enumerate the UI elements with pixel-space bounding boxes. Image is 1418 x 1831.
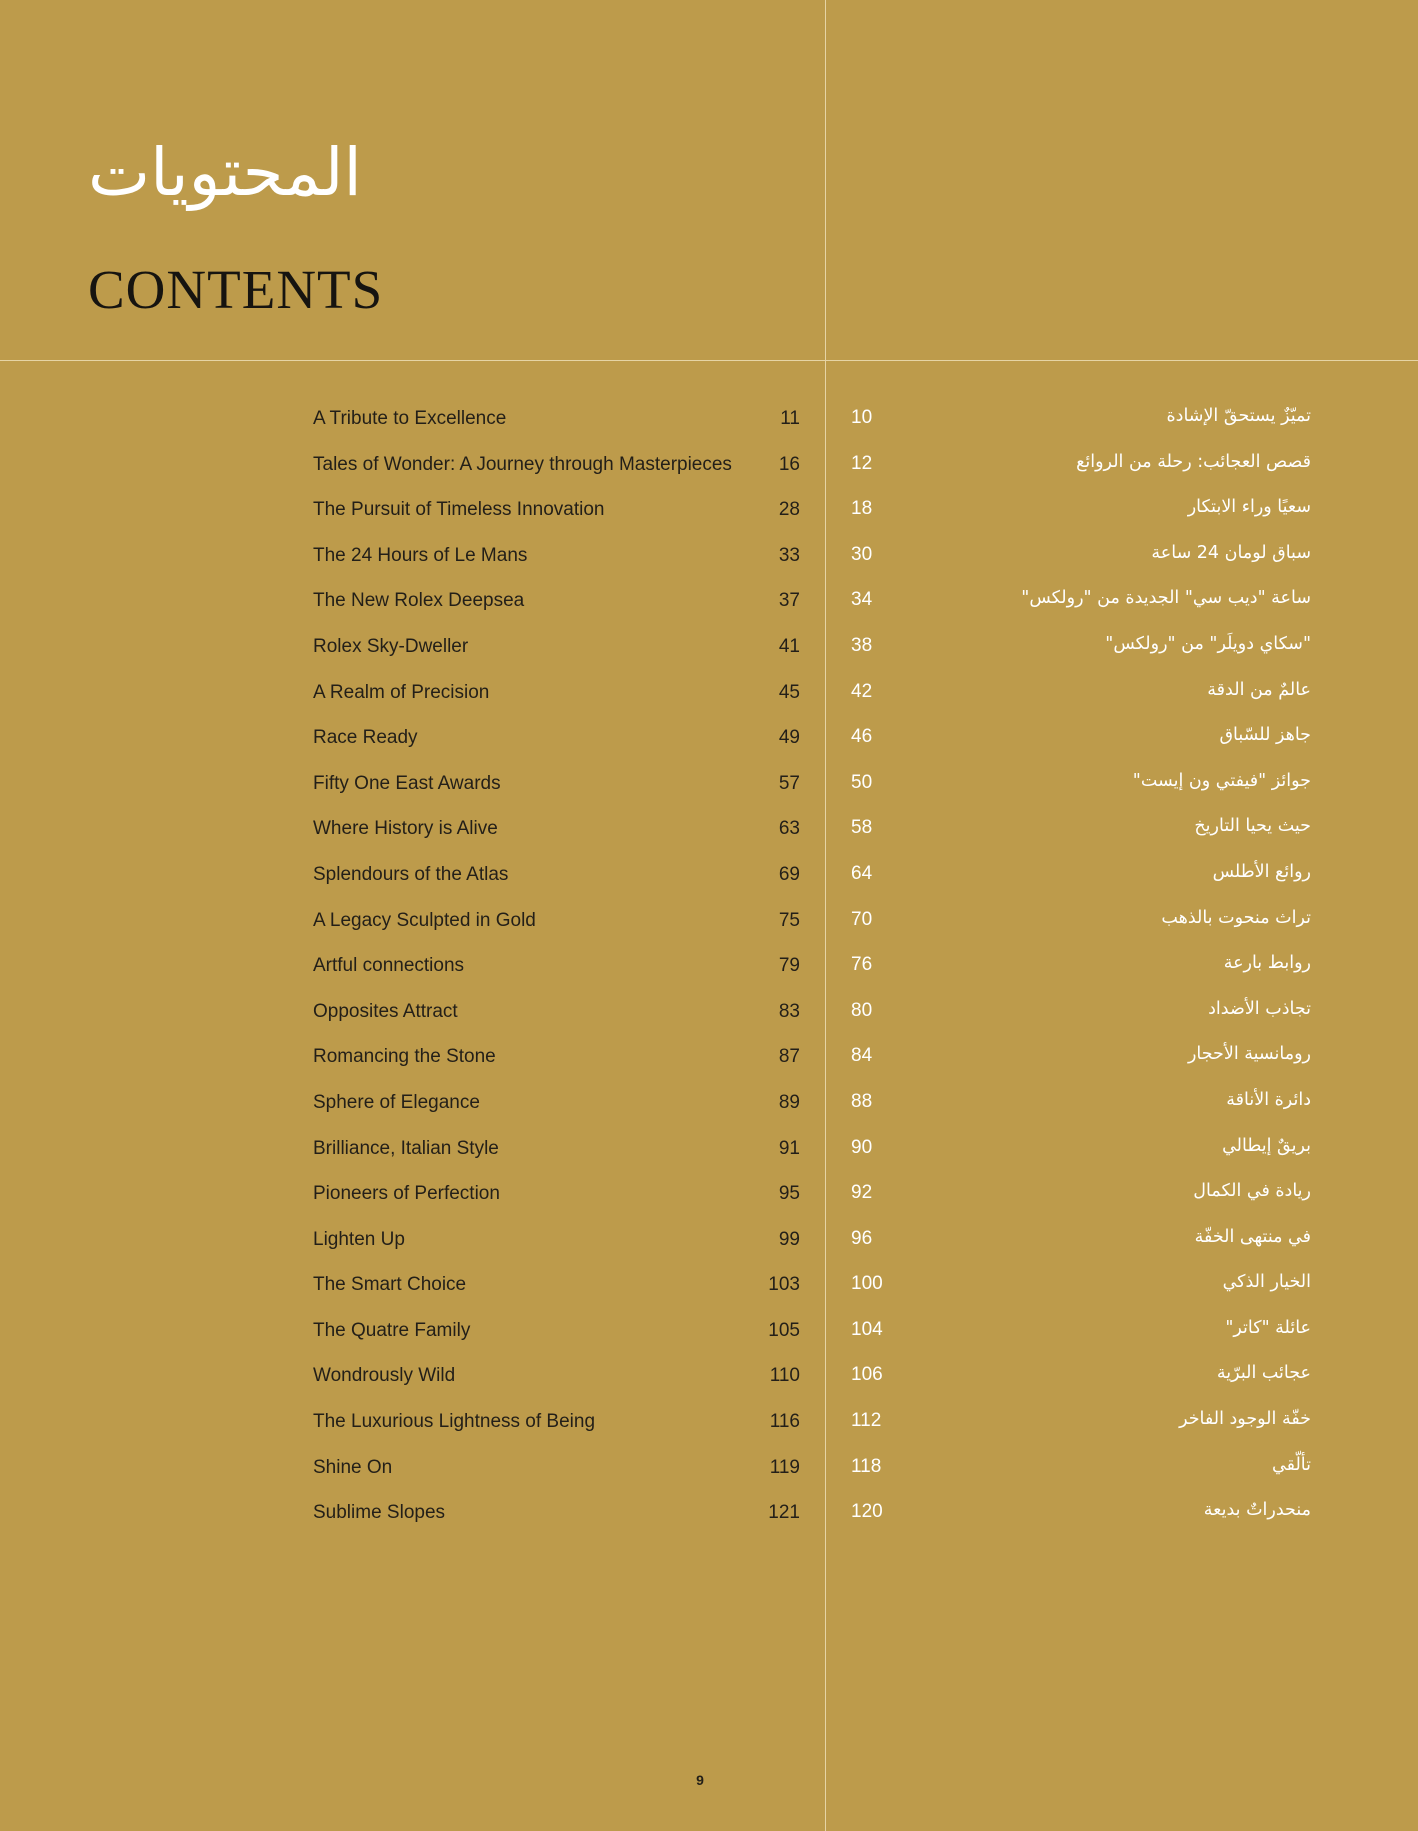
page-title-arabic: المحتويات (88, 134, 362, 211)
toc-page-arabic: 112 (851, 1410, 882, 1432)
toc-page-english: 16 (778, 453, 800, 475)
toc-title-english: Romancing the Stone (313, 1046, 496, 1068)
toc-entry[interactable] (0, 1219, 1418, 1265)
toc-page-arabic: 42 (851, 680, 873, 702)
toc-entry[interactable] (0, 444, 1418, 490)
toc-entry[interactable] (0, 717, 1418, 763)
toc-title-english: A Realm of Precision (313, 681, 490, 703)
toc-page-arabic: 120 (851, 1501, 883, 1523)
table-of-contents (0, 398, 1418, 1538)
toc-page-arabic: 50 (851, 771, 873, 793)
toc-entry[interactable] (0, 808, 1418, 854)
toc-title-arabic: عالمٌ من الدقة (1207, 679, 1311, 700)
toc-page-english: 119 (769, 1456, 800, 1478)
toc-page-arabic: 90 (851, 1136, 873, 1158)
toc-page-english: 57 (778, 772, 800, 794)
toc-page-english: 37 (778, 590, 800, 612)
toc-page-english: 49 (778, 727, 800, 749)
toc-title-english: Wondrously Wild (313, 1365, 456, 1387)
toc-title-arabic: ساعة "ديب سي" الجديدة من "رولكس" (1021, 588, 1311, 609)
toc-entry[interactable] (0, 1173, 1418, 1219)
toc-page-arabic: 58 (851, 817, 873, 839)
toc-entry[interactable] (0, 1492, 1418, 1538)
toc-page-english: 95 (778, 1183, 800, 1205)
toc-page-english: 110 (769, 1365, 800, 1387)
toc-page-english: 116 (769, 1411, 800, 1433)
toc-title-arabic: رومانسية الأحجار (1187, 1044, 1311, 1065)
toc-title-english: Opposites Attract (313, 1000, 458, 1022)
toc-title-arabic: جاهز للسّباق (1219, 725, 1311, 746)
toc-entry[interactable] (0, 900, 1418, 946)
toc-page-english: 41 (778, 635, 800, 657)
toc-title-arabic: تألّقي (1272, 1454, 1311, 1475)
toc-title-english: The Smart Choice (313, 1274, 467, 1296)
toc-page-arabic: 12 (851, 452, 873, 474)
toc-entry[interactable] (0, 398, 1418, 444)
toc-title-arabic: روابط بارعة (1223, 953, 1311, 974)
toc-title-arabic: روائع الأطلس (1212, 861, 1311, 882)
toc-entry[interactable] (0, 626, 1418, 672)
toc-title-english: The Luxurious Lightness of Being (313, 1411, 596, 1433)
toc-page-arabic: 46 (851, 726, 873, 748)
toc-title-english: A Legacy Sculpted in Gold (313, 909, 536, 931)
toc-title-english: The 24 Hours of Le Mans (313, 544, 528, 566)
toc-title-arabic: عجائب البرّية (1216, 1363, 1311, 1384)
toc-page-english: 121 (768, 1502, 800, 1524)
toc-page-arabic: 88 (851, 1090, 873, 1112)
toc-page-english: 63 (778, 818, 800, 840)
toc-title-arabic: خفّة الوجود الفاخر (1179, 1409, 1311, 1430)
toc-title-arabic: في منتهى الخفّة (1194, 1226, 1311, 1247)
toc-title-english: Shine On (313, 1456, 393, 1478)
toc-title-english: Pioneers of Perfection (313, 1183, 500, 1205)
toc-title-arabic: تراث منحوت بالذهب (1161, 907, 1311, 928)
toc-page-english: 99 (778, 1228, 800, 1250)
toc-title-arabic: سعيًا وراء الابتكار (1187, 497, 1311, 518)
page-number: 9 (696, 1772, 704, 1788)
toc-title-english: Sublime Slopes (313, 1502, 446, 1524)
toc-entry[interactable] (0, 535, 1418, 581)
toc-page-arabic: 104 (851, 1318, 883, 1340)
toc-entry[interactable] (0, 1128, 1418, 1174)
toc-title-english: Where History is Alive (313, 818, 498, 840)
toc-page-english: 69 (778, 863, 800, 885)
toc-page-arabic: 70 (851, 908, 873, 930)
toc-page-arabic: 76 (851, 954, 873, 976)
toc-page-arabic: 100 (851, 1273, 883, 1295)
toc-page-english: 87 (778, 1046, 800, 1068)
toc-title-english: Fifty One East Awards (313, 772, 501, 794)
toc-title-arabic: حيث يحيا التاريخ (1194, 816, 1311, 837)
toc-title-english: Race Ready (313, 727, 418, 749)
toc-title-english: Tales of Wonder: A Journey through Masterpieces (313, 453, 732, 475)
toc-title-english: Rolex Sky-Dweller (313, 635, 469, 657)
toc-title-english: Sphere of Elegance (313, 1091, 480, 1113)
toc-page-arabic: 118 (851, 1455, 882, 1477)
toc-page-arabic: 10 (851, 407, 873, 428)
toc-page-arabic: 64 (851, 862, 873, 884)
toc-title-arabic: بريقٌ إيطالي (1222, 1135, 1311, 1156)
toc-entry[interactable] (0, 489, 1418, 535)
toc-title-english: The Quatre Family (313, 1319, 471, 1341)
toc-entry[interactable] (0, 1355, 1418, 1401)
toc-title-english: Lighten Up (313, 1228, 405, 1250)
toc-entry[interactable] (0, 1447, 1418, 1493)
toc-title-english: A Tribute to Excellence (313, 408, 507, 429)
toc-entry[interactable] (0, 1082, 1418, 1128)
toc-title-arabic: تميّزٌ يستحقّ الإشادة (1166, 406, 1311, 426)
toc-entry[interactable] (0, 1401, 1418, 1447)
toc-page-english: 89 (778, 1091, 800, 1113)
toc-page-arabic: 84 (851, 1045, 873, 1067)
toc-title-arabic: سباق لومان 24 ساعة (1151, 542, 1311, 563)
header-divider (0, 360, 1418, 361)
toc-title-arabic: تجاذب الأضداد (1208, 998, 1311, 1019)
toc-page-english: 11 (780, 408, 800, 429)
toc-page-arabic: 38 (851, 634, 873, 656)
toc-page-english: 103 (768, 1274, 800, 1296)
toc-entry[interactable] (0, 1036, 1418, 1082)
toc-title-english: Splendours of the Atlas (313, 863, 509, 885)
toc-page-arabic: 92 (851, 1182, 873, 1204)
toc-title-arabic: "سكاي دويلَر" من "رولكس" (1105, 633, 1311, 654)
toc-page-english: 105 (768, 1319, 800, 1341)
toc-title-arabic: قصص العجائب: رحلة من الروائع (1076, 451, 1311, 472)
toc-page-english: 33 (778, 544, 800, 566)
toc-title-arabic: عائلة "كاتر" (1225, 1317, 1311, 1338)
page-title-english: CONTENTS (88, 259, 384, 320)
toc-title-english: Brilliance, Italian Style (313, 1137, 499, 1159)
toc-page-english: 83 (778, 1000, 800, 1022)
toc-entry[interactable] (0, 945, 1418, 991)
toc-title-arabic: منحدراتٌ بديعة (1203, 1500, 1311, 1521)
toc-page-arabic: 34 (851, 589, 873, 611)
toc-page-arabic: 106 (851, 1364, 883, 1386)
toc-page-english: 28 (778, 499, 800, 521)
toc-entry[interactable] (0, 1264, 1418, 1310)
toc-title-english: Artful connections (313, 955, 465, 977)
toc-page-arabic: 80 (851, 999, 873, 1021)
toc-page-english: 45 (778, 681, 800, 703)
toc-page-arabic: 18 (851, 498, 873, 520)
toc-entry[interactable] (0, 854, 1418, 900)
toc-title-arabic: جوائز "فيفتي ون إيست" (1132, 770, 1311, 791)
toc-page-arabic: 96 (851, 1227, 873, 1249)
toc-page-english: 91 (778, 1137, 800, 1159)
toc-entry[interactable] (0, 672, 1418, 718)
toc-entry[interactable] (0, 1310, 1418, 1356)
toc-title-arabic: ريادة في الكمال (1193, 1181, 1311, 1202)
toc-entry[interactable] (0, 763, 1418, 809)
toc-entry[interactable] (0, 991, 1418, 1037)
toc-page-arabic: 30 (851, 543, 873, 565)
toc-title-english: The New Rolex Deepsea (313, 590, 525, 612)
toc-title-arabic: الخيار الذكي (1222, 1272, 1311, 1293)
toc-title-english: The Pursuit of Timeless Innovation (313, 499, 605, 521)
toc-title-arabic: دائرة الأناقة (1226, 1089, 1311, 1110)
toc-page-english: 79 (778, 955, 800, 977)
toc-page-english: 75 (778, 909, 800, 931)
toc-entry[interactable] (0, 580, 1418, 626)
